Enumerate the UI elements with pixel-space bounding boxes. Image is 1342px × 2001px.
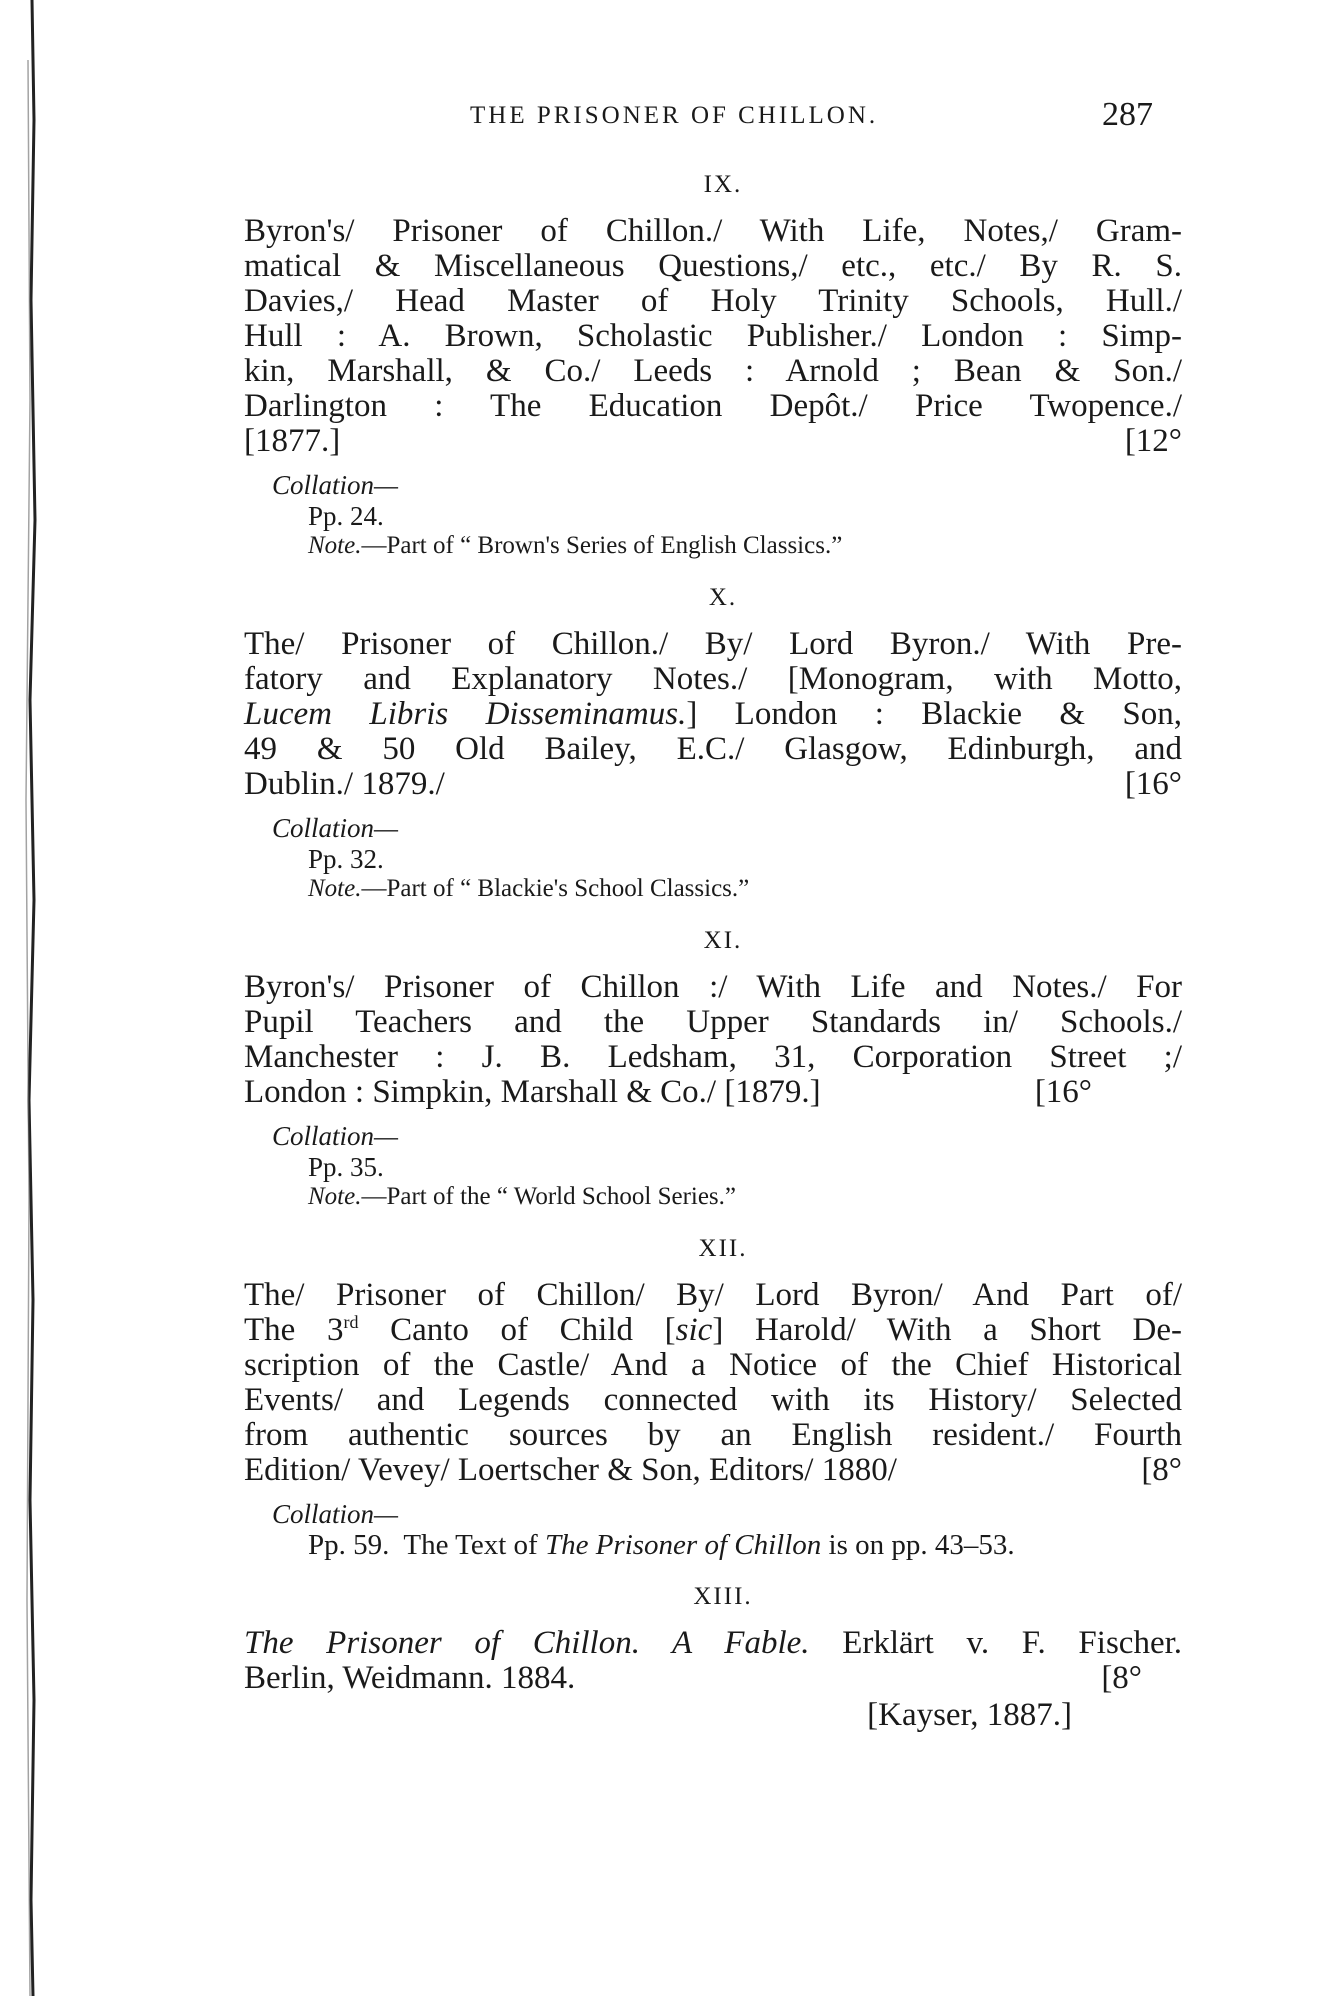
publication-date: London : Simpkin, Marshall & Co./ [1879.]: [244, 1074, 821, 1110]
citation-line: 49 & 50 Old Bailey, E.C./ Glasgow, Edinburgh, and: [244, 731, 1182, 767]
collation-label: Collation—: [272, 1121, 399, 1151]
reference-note: [Kayser, 1887.]: [867, 1697, 1072, 1733]
citation-date-line: [244, 766, 1182, 802]
note: [244, 1182, 1182, 1212]
citation-line: Hull : A. Brown, Scholastic Publisher./ London : Simp-: [244, 318, 1182, 354]
citation-line: Events/ and Legends connected with its History/ Selected: [244, 1382, 1182, 1418]
book-format: [8°: [1141, 1452, 1182, 1488]
entry-xiii: [244, 1582, 1182, 1733]
citation-line-rest: Erklärt v. F. Fischer.: [809, 1625, 1183, 1661]
note-label: Note.: [308, 1183, 362, 1210]
citation-line: [244, 696, 1182, 732]
work-title: The Prisoner of Chillon: [544, 1529, 822, 1561]
citation-line: The/ Prisoner of Chillon/ By/ Lord Byron/ And Part of/: [244, 1277, 1182, 1313]
note-label: Note.: [308, 532, 362, 559]
citation-line: Byron's/ Prisoner of Chillon :/ With Life and Notes./ For: [244, 969, 1182, 1005]
ordinal-suffix: rd: [343, 1312, 359, 1332]
note-text: —Part of “ Blackie's School Classics.”: [361, 875, 750, 902]
citation-line-part: The 3: [244, 1312, 344, 1348]
collation-pages: Pp. 32.: [308, 844, 384, 874]
citation-line: kin, Marshall, & Co./ Leeds : Arnold ; Bean & Son./: [244, 353, 1182, 389]
collation-label: Collation—: [272, 470, 399, 500]
entry-number: XIII.: [693, 1583, 753, 1610]
page-number: 287: [1102, 96, 1153, 133]
entry-number: X.: [708, 584, 738, 611]
publication-date: Edition/ Vevey/ Loertscher & Son, Editors/ 1880/: [244, 1452, 897, 1488]
citation-text: [244, 627, 1182, 802]
book-format: [8°: [1101, 1660, 1142, 1696]
citation-text: [244, 970, 1182, 1110]
citation-line: scription of the Castle/ And a Notice of the Chief Historical: [244, 1347, 1182, 1383]
book-format: [16°: [1034, 1074, 1092, 1110]
citation-line-rest: ] London : Blackie & Son,: [686, 696, 1182, 732]
entry-number: XI.: [703, 927, 743, 954]
citation-date-line: [244, 423, 1182, 459]
citation-date-line: [244, 1660, 1182, 1696]
citation-line: [244, 1312, 1182, 1348]
entry-xi: [244, 926, 1182, 1212]
publication-date: Berlin, Weidmann. 1884.: [244, 1660, 576, 1696]
citation-line: Davies,/ Head Master of Holy Trinity Schools, Hull./: [244, 283, 1182, 319]
citation-line: from authentic sources by an English resident./ Fourth: [244, 1417, 1182, 1453]
citation-line: fatory and Explanatory Notes./ [Monogram, with Motto,: [244, 661, 1182, 697]
entry-number: XII.: [698, 1235, 748, 1262]
binding-gutter-shadow: [18, 0, 44, 1996]
entry-number: IX.: [703, 171, 743, 198]
note: [244, 531, 1182, 561]
sic-mark: sic: [675, 1312, 713, 1348]
collation-text: is on pp. 43–53.: [821, 1529, 1015, 1561]
entry-ix: [244, 170, 1182, 561]
citation-line-part: Canto of Child [: [358, 1312, 676, 1348]
collation-label: Collation—: [272, 1499, 399, 1529]
note-text: —Part of the “ World School Series.”: [361, 1183, 737, 1210]
citation-line: Manchester : J. B. Ledsham, 31, Corporation Street ;/: [244, 1039, 1182, 1075]
work-title: The Prisoner of Chillon. A Fable.: [244, 1625, 810, 1661]
citation-line: matical & Miscellaneous Questions,/ etc., etc./ By R. S.: [244, 248, 1182, 284]
citation-date-line: [244, 1452, 1182, 1488]
citation-text: [244, 214, 1182, 459]
citation-line: Byron's/ Prisoner of Chillon./ With Life, Notes,/ Gram-: [244, 213, 1182, 249]
note-text: —Part of “ Brown's Series of English Classics.”: [361, 532, 843, 559]
running-title: THE PRISONER OF CHILLON.: [470, 102, 879, 129]
collation-pages: Pp. 24.: [308, 501, 384, 531]
book-format: [12°: [1124, 423, 1182, 459]
page-header: [0, 96, 1342, 142]
citation-line: The/ Prisoner of Chillon./ By/ Lord Byron./ With Pre-: [244, 626, 1182, 662]
citation-line: [244, 1625, 1183, 1661]
citation-text: [244, 1626, 1182, 1696]
citation-line-part: ] Harold/ With a Short De-: [712, 1312, 1182, 1348]
collation-pages: Pp. 35.: [308, 1152, 384, 1182]
citation-date-line: [244, 1074, 1182, 1110]
collation-text: The Text of: [403, 1529, 545, 1561]
publication-date: [1877.]: [244, 423, 341, 459]
entry-x: [244, 583, 1182, 904]
page-count: Pp. 59.: [308, 1529, 390, 1561]
bibliography-body: [244, 170, 1182, 1733]
citation-text: [244, 1278, 1182, 1488]
motto-text: Lucem Libris Disseminamus.: [244, 696, 687, 732]
citation-line: Darlington : The Education Depôt./ Price Twopence./: [244, 388, 1182, 424]
citation-line: Pupil Teachers and the Upper Standards in/ Schools./: [244, 1004, 1182, 1040]
entry-xii: [244, 1234, 1182, 1560]
note: [244, 874, 1182, 904]
collation-label: Collation—: [272, 813, 399, 843]
publication-date: Dublin./ 1879./: [244, 766, 445, 802]
book-format: [16°: [1124, 766, 1182, 802]
note-label: Note.: [308, 875, 362, 902]
collation-pages: [244, 1530, 1182, 1560]
